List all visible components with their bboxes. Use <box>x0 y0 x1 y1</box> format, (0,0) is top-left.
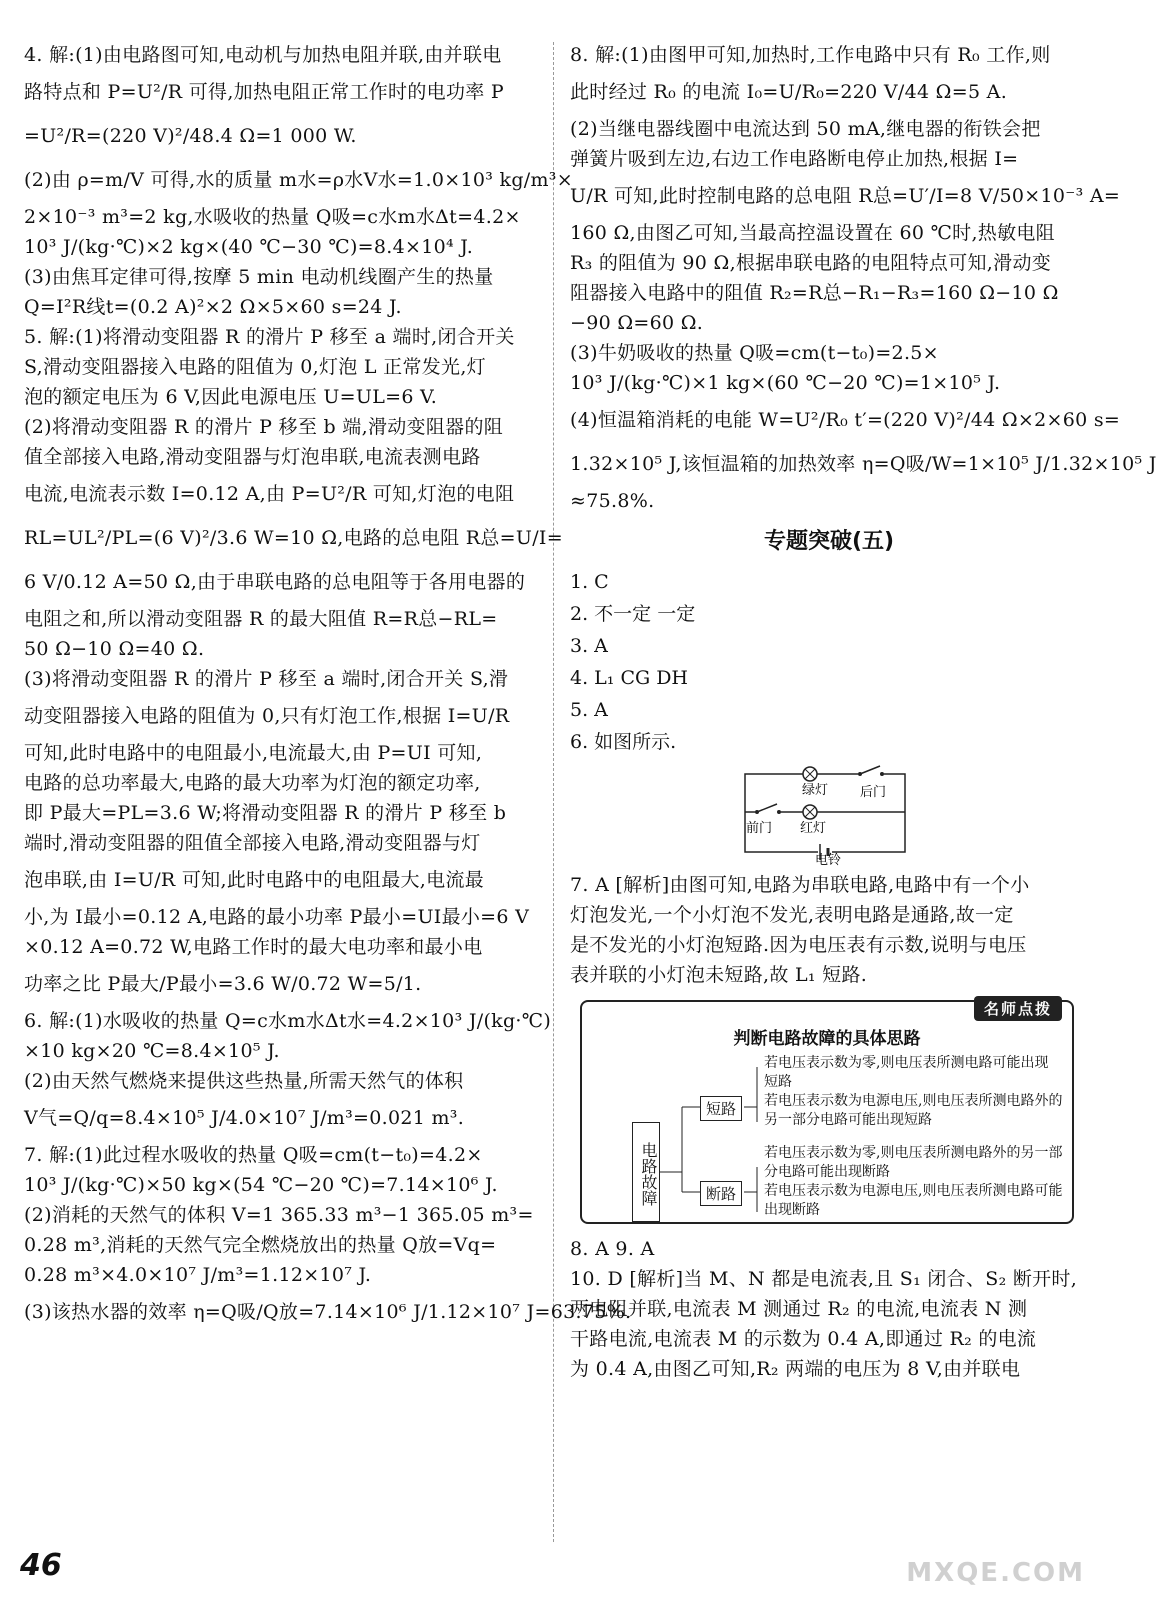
tip-leaf-2: 若电压表示数为电源电压,则电压表所测电路外的另一部分电路可能出现短路 <box>764 1093 1063 1128</box>
page-number: 46 <box>20 1548 62 1583</box>
left-column-line: 小,为 I最小=0.12 A,电路的最小功率 P最小=UI最小=6 V <box>24 906 530 928</box>
left-column-line: ×10 kg×20 ℃=8.4×10⁵ J. <box>24 1040 280 1062</box>
q7-analysis-line: 灯泡发光,一个小灯泡不发光,表明电路是通路,故一定 <box>570 904 1014 926</box>
left-column-line: (2)由天然气燃烧来提供这些热量,所需天然气的体积 <box>24 1070 464 1092</box>
left-column-line: 2×10⁻³ m³=2 kg,水吸收的热量 Q吸=c水m水Δt=4.2× <box>24 206 521 228</box>
left-column-line: (3)该热水器的效率 η=Q吸/Q放=7.14×10⁶ J/1.12×10⁷ J=63.75%. <box>24 1301 632 1323</box>
right-column <box>570 40 1157 1384</box>
left-column-line: 值全部接入电路,滑动变阻器与灯泡串联,电流表测电路 <box>24 446 481 468</box>
answers-line: 5. A <box>570 699 608 721</box>
left-column-line: 10³ J/(kg·℃)×2 kg×(40 ℃−30 ℃)=8.4×10⁴ J. <box>24 236 474 258</box>
left-column-line: 电流,电流表示数 I=0.12 A,由 P=U²/R 可知,灯泡的电阻 <box>24 483 515 505</box>
left-column-line: 7. 解:(1)此过程水吸收的热量 Q吸=cm(t−t₀)=4.2× <box>24 1144 483 1166</box>
left-column-line: (2)将滑动变阻器 R 的滑片 P 移至 b 端,滑动变阻器的阻 <box>24 416 504 438</box>
left-column-line: =U²/R=(220 V)²/48.4 Ω=1 000 W. <box>24 125 357 147</box>
right-column-top-line: −90 Ω=60 Ω. <box>570 312 704 334</box>
answers-after-list <box>570 1234 1088 1384</box>
right-column-top-line: 阻器接入电路中的阻值 R₂=R总−R₁−R₃=160 Ω−10 Ω <box>570 282 1059 304</box>
tip-title: 判断电路故障的具体思路 <box>733 1029 921 1049</box>
left-column-line: S,滑动变阻器接入电路的阻值为 0,灯泡 L 正常发光,灯 <box>24 356 486 378</box>
left-column-line: (3)将滑动变阻器 R 的滑片 P 移至 a 端时,闭合开关 S,滑 <box>24 668 509 690</box>
left-column-line: RL=UL²/PL=(6 V)²/3.6 W=10 Ω,电路的总电阻 R总=U/I= <box>24 527 563 549</box>
left-column-line: 6. 解:(1)水吸收的热量 Q=c水m水Δt水=4.2×10³ J/(kg·℃) <box>24 1010 552 1032</box>
back-door-label: 后门 <box>860 785 887 800</box>
right-column-top-line: (3)牛奶吸收的热量 Q吸=cm(t−t₀)=2.5× <box>570 342 939 364</box>
left-column-line: Q=I²R线t=(0.2 A)²×2 Ω×5×60 s=24 J. <box>24 296 402 318</box>
back-door-switch-icon <box>858 766 884 778</box>
green-lamp-icon <box>803 767 817 781</box>
right-column-top-line: 弹簧片吸到左边,右边工作电路断电停止加热,根据 I= <box>570 148 1019 170</box>
tip-badge: 名师点拨 <box>974 996 1062 1021</box>
tip-leaf-1: 若电压表示数为零,则电压表所测电路可能出现短路 <box>764 1055 1049 1090</box>
left-column-line: 动变阻器接入电路的阻值为 0,只有灯泡工作,根据 I=U/R <box>24 705 510 727</box>
answers-line: 3. A <box>570 635 608 657</box>
answers-after-line: 为 0.4 A,由图乙可知,R₂ 两端的电压为 8 V,由并联电 <box>570 1358 1021 1380</box>
left-column-line: 电路的总功率最大,电路的最大功率为灯泡的额定功率, <box>24 772 481 794</box>
right-column-top-line: (2)当继电器线圈中电流达到 50 mA,继电器的衔铁会把 <box>570 118 1041 140</box>
tip-branch-short: 短路 <box>700 1096 742 1121</box>
tip-box <box>580 1000 1074 1224</box>
answers-list <box>570 566 1088 758</box>
tip-branch-open: 断路 <box>700 1181 742 1206</box>
right-column-solutions <box>570 40 1157 516</box>
left-column-line: V气=Q/q=8.4×10⁵ J/4.0×10⁷ J/m³=0.021 m³. <box>24 1107 465 1129</box>
left-column-line: 功率之比 P最大/P最小=3.6 W/0.72 W=5/1. <box>24 973 422 995</box>
front-door-switch-icon <box>755 804 781 816</box>
left-column-line: 电阻之和,所以滑动变阻器 R 的最大阻值 R=R总−RL= <box>24 608 498 630</box>
bell-label: 电铃 <box>815 853 842 868</box>
tip-leaf-4: 若电压表示数为电源电压,则电压表所测电路可能出现断路 <box>764 1183 1063 1218</box>
right-column-top-line: 8. 解:(1)由图甲可知,加热时,工作电路中只有 R₀ 工作,则 <box>570 44 1051 66</box>
right-column-top-line: 10³ J/(kg·℃)×1 kg×(60 ℃−20 ℃)=1×10⁵ J. <box>570 372 1001 394</box>
section-title: 专题突破(五) <box>763 529 895 554</box>
tip-root-label: 电路故障 <box>632 1122 660 1222</box>
right-column-top-line: (4)恒温箱消耗的电能 W=U²/R₀ t′=(220 V)²/44 Ω×2×60 s= <box>570 409 1121 431</box>
q7-analysis-line: 是不发光的小灯泡短路.因为电压表有示数,说明与电压 <box>570 934 1027 956</box>
left-column-line: ×0.12 A=0.72 W,电路工作时的最大电功率和最小电 <box>24 936 483 958</box>
left-column-line: (2)消耗的天然气的体积 V=1 365.33 m³−1 365.05 m³= <box>24 1204 534 1226</box>
left-column-line: 可知,此时电路中的电阻最小,电流最大,由 P=UI 可知, <box>24 742 483 764</box>
left-column-line: 路特点和 P=U²/R 可得,加热电阻正常工作时的电功率 P <box>24 81 504 103</box>
left-column-line: (3)由焦耳定律可得,按摩 5 min 电动机线圈产生的热量 <box>24 266 494 288</box>
answers-after-line: 10. D [解析]当 M、N 都是电流表,且 S₁ 闭合、S₂ 断开时, <box>570 1268 1078 1290</box>
watermark-text: MXQE.COM <box>906 1558 1085 1588</box>
left-column-line: 4. 解:(1)由电路图可知,电动机与加热电阻并联,由并联电 <box>24 44 502 66</box>
left-column-line: (2)由 ρ=m/V 可得,水的质量 m水=ρ水V水=1.0×10³ kg/m³× <box>24 169 573 191</box>
answers-line: 2. 不一定 一定 <box>570 603 696 625</box>
left-column-line: 泡串联,由 I=U/R 可知,此时电路中的电阻最大,电流最 <box>24 869 485 891</box>
left-column-line: 0.28 m³×4.0×10⁷ J/m³=1.12×10⁷ J. <box>24 1264 372 1286</box>
red-lamp-icon <box>803 805 817 819</box>
green-lamp-label: 绿灯 <box>802 783 829 798</box>
left-column-line: 泡的额定电压为 6 V,因此电源电压 U=UL=6 V. <box>24 386 438 408</box>
right-column-top-line: ≈75.8%. <box>570 490 655 512</box>
answers-line: 1. C <box>570 571 609 593</box>
left-column-line: 即 P最大=PL=3.6 W;将滑动变阻器 R 的滑片 P 移至 b <box>24 802 507 824</box>
answers-after-line: 干路电流,电流表 M 的示数为 0.4 A,即通过 R₂ 的电流 <box>570 1328 1037 1350</box>
red-lamp-label: 红灯 <box>800 821 827 836</box>
left-column-line: 50 Ω−10 Ω=40 Ω. <box>24 638 205 660</box>
front-door-label: 前门 <box>746 821 773 836</box>
q7-analysis <box>570 870 1088 990</box>
q7-analysis-line: 表并联的小灯泡未短路,故 L₁ 短路. <box>570 964 868 986</box>
right-column-top-line: 1.32×10⁵ J,该恒温箱的加热效率 η=Q吸/W=1×10⁵ J/1.32×10⁵ J <box>570 453 1157 475</box>
q7-analysis-line: 7. A [解析]由图可知,电路为串联电路,电路中有一个小 <box>570 874 1030 896</box>
left-column-line: 0.28 m³,消耗的天然气完全燃烧放出的热量 Q放=Vq= <box>24 1234 497 1256</box>
tip-leaf-3: 若电压表示数为零,则电压表所测电路外的另一部分电路可能出现断路 <box>764 1145 1063 1180</box>
right-column-top-line: U/R 可知,此时控制电路的总电阻 R总=U′/I=8 V/50×10⁻³ A= <box>570 185 1121 207</box>
circuit-diagram <box>740 764 910 868</box>
right-column-top-line: R₃ 的阻值为 90 Ω,根据串联电路的电阻特点可知,滑动变 <box>570 252 1052 274</box>
left-column-line: 5. 解:(1)将滑动变阻器 R 的滑片 P 移至 a 端时,闭合开关 <box>24 326 515 348</box>
left-column-line: 6 V/0.12 A=50 Ω,由于串联电路的总电阻等于各用电器的 <box>24 571 526 593</box>
answers-after-line: 两电阻并联,电流表 M 测通过 R₂ 的电流,电流表 N 测 <box>570 1298 1028 1320</box>
answers-line: 4. L₁ CG DH <box>570 667 688 689</box>
answers-line: 6. 如图所示. <box>570 731 677 753</box>
left-column-line: 10³ J/(kg·℃)×50 kg×(54 ℃−20 ℃)=7.14×10⁶ J. <box>24 1174 498 1196</box>
answers-after-line: 8. A 9. A <box>570 1238 655 1260</box>
right-column-top-line: 160 Ω,由图乙可知,当最高控温设置在 60 ℃时,热敏电阻 <box>570 222 1055 244</box>
right-column-top-line: 此时经过 R₀ 的电流 I₀=U/R₀=220 V/44 Ω=5 A. <box>570 81 1008 103</box>
left-column-line: 端时,滑动变阻器的阻值全部接入电路,滑动变阻器与灯 <box>24 832 481 854</box>
watermark <box>906 1532 1089 1592</box>
